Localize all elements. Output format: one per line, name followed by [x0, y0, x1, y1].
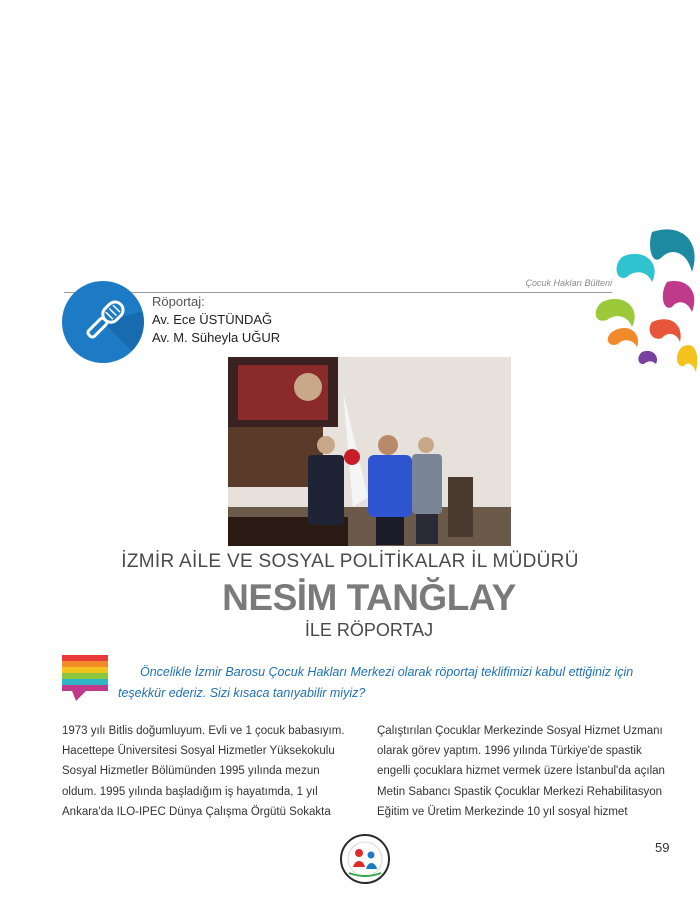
paragraph-line: olarak görev yaptım. 1996 yılında Türkiye'de spastik	[377, 745, 642, 758]
bar-association-logo	[339, 833, 391, 885]
paragraph-line: Ankara'da ILO-IPEC Dünya Çalışma Örgütü Sokakta	[62, 805, 331, 818]
speech-bubble-icon	[62, 655, 108, 701]
answer-right-column	[377, 721, 677, 822]
title-line-3: İLE RÖPORTAJ	[304, 620, 434, 640]
answer-left-column	[62, 721, 362, 822]
interview-question: Öncelikle İzmir Barosu Çocuk Hakları Merkezi olarak röportaj teklifimizi kabul ettiğiniz için teşekkür ederiz. Sizi kısaca tanıyabilir miyiz?	[118, 665, 634, 700]
microphone-icon	[62, 281, 144, 363]
paragraph-line: 1973 yılı Bitlis doğumluyum. Evli ve 1 çocuk babasıyım.	[62, 725, 345, 737]
interviewer-name: Av. Ece ÜSTÜNDAĞ	[152, 312, 273, 327]
title-line-1: İZMİR AİLE VE SOSYAL POLİTİKALAR İL MÜDÜRÜ	[121, 551, 579, 572]
interview-label: Röportaj:	[152, 294, 205, 309]
paragraph-line: engelli çocuklara hizmet vermek üzere İstanbul'da açılan	[377, 765, 665, 778]
page-number: 59	[655, 840, 670, 855]
paragraph-line: Çalıştırılan Çocuklar Merkezinde Sosyal Hizmet Uzmanı	[377, 725, 663, 737]
paragraph-line: Hacettepe Üniversitesi Sosyal Hizmetler Yüksekokulu	[62, 745, 335, 758]
header-divider	[64, 292, 612, 293]
interviewer-name: Av. M. Süheyla UĞUR	[152, 330, 281, 345]
paragraph-line: oldum. 1995 yılında başladığım iş hayatımda, 1 yıl	[62, 785, 318, 798]
interview-photo	[228, 357, 511, 546]
paragraph-line: Sosyal Hizmetler Bölümünden 1995 yılında mezun	[62, 765, 320, 778]
interviewee-name: NESİM TANĞLAY	[222, 577, 516, 618]
paragraph-line: Metin Sabancı Spastik Çocuklar Merkezi Rehabilitasyon	[377, 785, 663, 798]
bulletin-title: Çocuk Hakları Bülteni	[525, 278, 612, 288]
paragraph-line: Eğitim ve Üretim Merkezinde 10 yıl sosyal hizmet	[377, 805, 628, 818]
decorative-swirl	[592, 222, 700, 382]
